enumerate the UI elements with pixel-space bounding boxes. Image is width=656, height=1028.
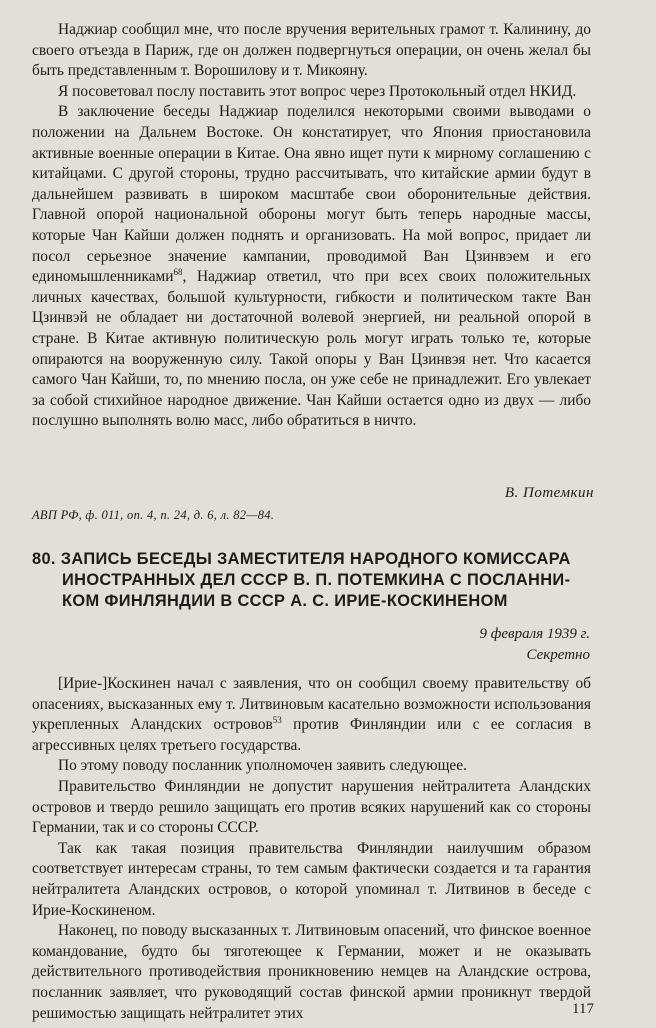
paragraph: Я посоветовал послу поставить этот вопрос через Протокольный отдел НКИД. xyxy=(58,82,577,100)
signature: В. Потемкин xyxy=(504,485,594,501)
page-number: 117 xyxy=(572,1001,594,1017)
document-title xyxy=(32,549,592,612)
document-classification: Секретно xyxy=(526,647,590,663)
document-body xyxy=(32,674,591,1024)
document-date: 9 февраля 1939 г. xyxy=(479,626,590,642)
paragraph xyxy=(32,102,591,432)
footnote-marker: 53 xyxy=(272,715,282,726)
paragraph-text: против Финляндии или с ее согласия в агрессивных целях третьего государства. xyxy=(32,716,591,754)
paragraph-text: [Ирие-]Коскинен начал с заявления, что он сообщил своему правительству об опасениях, высказанных ему т. Литвиновым касательно возможности использования укрепленных Аландских островов xyxy=(32,675,591,734)
previous-document-body xyxy=(32,20,591,432)
paragraph: Наконец, по поводу высказанных т. Литвиновым опасений, что финское военное командование, будто бы тяготеющее к Германии, может и не оказывать действительного противодействия проникновению немцев на Аландские острова, посланник заявляет, что руководящий состав финской армии проникнут твердой решимостью защищать нейтралитет этих xyxy=(32,922,591,1022)
paragraph-text: В заключение беседы Наджиар поделился некоторыми своими выводами о положении на Дальнем Востоке. Он констатирует, что Япония приостановила активные военные операции в Китае. Она явно ищет пути к мирному соглашению с китайцами. С другой стороны, трудно рассчитывать, что китайские армии будут в дальнейшем развивать в широком масштабе свои оборонительные действия. Главной опорой национальной обороны могут быть теперь народные массы, которые Чан Кайши должен поднять и организовать. На мой вопрос, придает ли посол серьезное значение кампании, проводимой Ван Цзинвэем и его единомышленниками xyxy=(32,103,591,286)
paragraph xyxy=(32,674,591,756)
paragraph: Правительство Финляндии не допустит нарушения нейтралитета Аландских островов и твердо решило защищать его против всяких нарушений как со стороны Германии, так и со стороны СССР. xyxy=(32,777,591,837)
document-title-line: ИНОСТРАННЫХ ДЕЛ СССР В. П. ПОТЕМКИНА С ПОСЛАННИ- xyxy=(62,571,571,589)
document-title-line: КОМ ФИНЛЯНДИИ В СССР А. С. ИРИЕ-КОСКИНЕНОМ xyxy=(62,592,508,610)
paragraph: Наджиар сообщил мне, что после вручения верительных грамот т. Калинину, до своего отъезда в Париж, где он должен подвергнуться операции, он очень желал бы быть представленным т. Ворошилову и т. Микояну. xyxy=(32,21,591,80)
paragraph-text: , Наджиар ответил, что при всех своих положительных личных качествах, большой культурности, гибкости и политическом такте Ван Цзинвэй не обладает ни достаточной волевой энергией, ни реальной опорой в стране. В Китае активную политическую роль могут играть только те, которые опираются на вооруженную силу. Такой опоры у Ван Цзинвэя нет. Что касается самого Чан Кайши, то, по мнению посла, он уже себе не принадлежит. Его увлекает за собой стихийное народное движение. Чан Кайши остается одно из двух — либо послушно выполнять волю масс, либо обратиться в ничто. xyxy=(32,268,591,430)
footnote-marker: 68 xyxy=(173,267,183,278)
paragraph: Так как такая позиция правительства Финляндии наилучшим образом соответствует интересам страны, то тем самым фактически создается и та гарантия нейтралитета Аландских островов, о которой упоминал т. Литвинов в беседе с Ирие-Коскиненом. xyxy=(32,839,591,919)
paragraph: По этому поводу посланник уполномочен заявить следующее. xyxy=(58,757,467,775)
document-title-line: 80. ЗАПИСЬ БЕСЕДЫ ЗАМЕСТИТЕЛЯ НАРОДНОГО КОМИССАРА xyxy=(32,550,571,568)
archive-reference: АВП РФ, ф. 011, оп. 4, п. 24, д. 6, л. 82—84. xyxy=(32,508,275,522)
